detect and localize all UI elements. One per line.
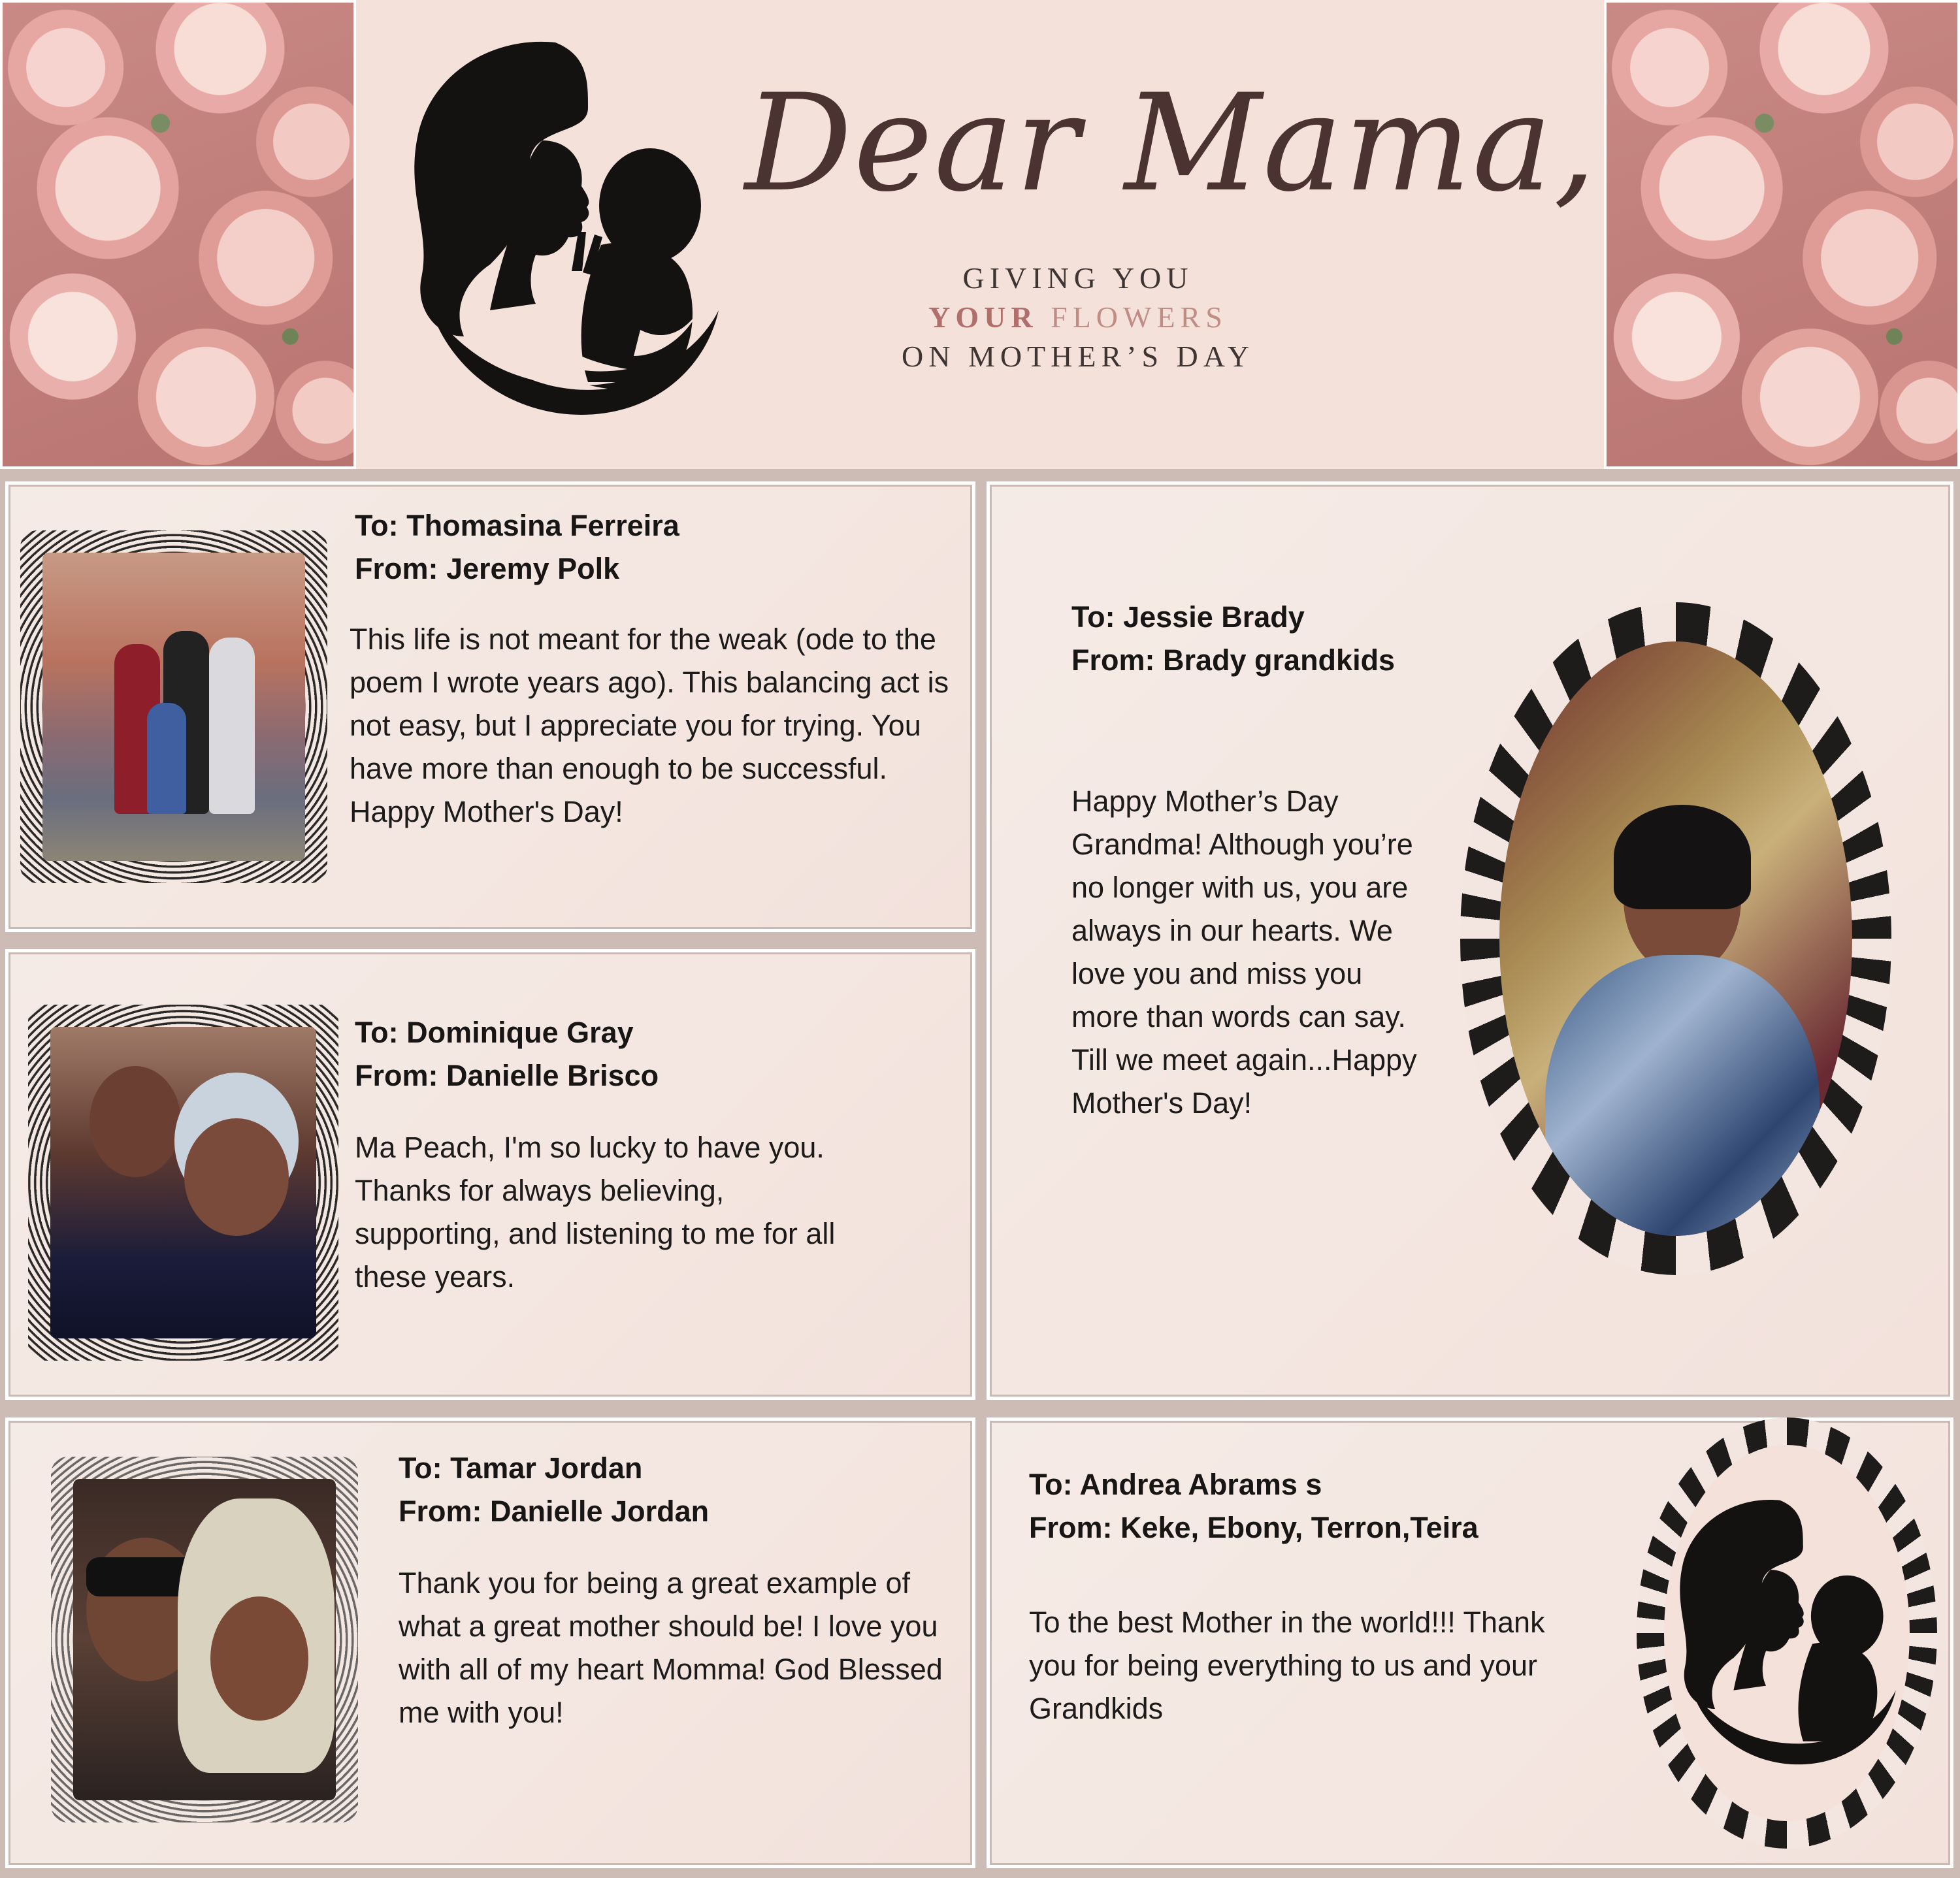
recipient-name: To: Andrea Abrams s [1029, 1468, 1322, 1501]
tribute-card-4 [5, 1417, 975, 1868]
ornate-photo-frame [20, 530, 327, 883]
tribute-card-3 [987, 481, 1953, 1400]
roses-image-right [1604, 0, 1960, 469]
sender-name: From: Danielle Brisco [355, 1059, 659, 1092]
mother-and-child-silhouette-icon [1664, 1445, 1910, 1821]
tribute-message: This life is not meant for the weak (ode to the poem I wrote years ago). This balancing act is not easy, but I appreciate you for trying. You have more than enough to be successful. Happy Mother's Day! [350, 623, 949, 828]
subtitle-line-3: ON MOTHER’S DAY [902, 340, 1254, 373]
sender-name: From: Danielle Jordan [399, 1495, 710, 1528]
subtitle-line-1: GIVING YOU [962, 261, 1194, 295]
tribute-message: Ma Peach, I'm so lucky to have you. Thanks for always believing, supporting, and listening to me for all these years. [355, 1131, 836, 1293]
sender-name: From: Keke, Ebony, Terron,Teira [1029, 1511, 1478, 1544]
roses-image-left [0, 0, 356, 469]
ornate-photo-frame [28, 1005, 338, 1361]
mother-and-child-silhouette-icon [392, 29, 738, 421]
family-photo [42, 553, 305, 861]
recipient-name: To: Tamar Jordan [399, 1451, 643, 1485]
subtitle-rest: FLOWERS [1037, 300, 1228, 334]
recipient-name: To: Thomasina Ferreira [355, 509, 679, 542]
subtitle-line-2 [849, 299, 1307, 336]
tribute-card-5 [987, 1417, 1953, 1868]
page-title: Dear Mama, [745, 66, 1597, 221]
sender-name: From: Brady grandkids [1071, 643, 1396, 677]
recipient-name: To: Jessie Brady [1071, 600, 1305, 634]
oval-floral-photo-frame [1460, 602, 1891, 1275]
tribute-card-2 [5, 949, 975, 1400]
tribute-message: Happy Mother’s Day Grandma! Although you’re no longer with us, you are always in our hearts. We love you and miss you more than words can say. Till we meet again...Happy Mother's Day! [1071, 785, 1417, 1120]
mother-daughter-photo [73, 1479, 336, 1800]
ornate-photo-frame [51, 1457, 358, 1822]
tribute-message: To the best Mother in the world!!! Thank you for being everything to us and your Grandkids [1029, 1606, 1545, 1725]
header-banner [0, 0, 1960, 469]
sender-name: From: Jeremy Polk [355, 552, 620, 585]
subtitle-accent-word: YOUR [928, 300, 1038, 334]
tribute-card-1 [5, 481, 975, 932]
grandmother-photo [1499, 641, 1852, 1236]
tribute-message: Thank you for being a great example of what a great mother should be! I love you with all of my heart Momma! God Blessed me with you! [399, 1566, 943, 1729]
recipient-name: To: Dominique Gray [355, 1016, 634, 1049]
selfie-photo [50, 1027, 316, 1338]
oval-floral-frame [1637, 1417, 1937, 1849]
